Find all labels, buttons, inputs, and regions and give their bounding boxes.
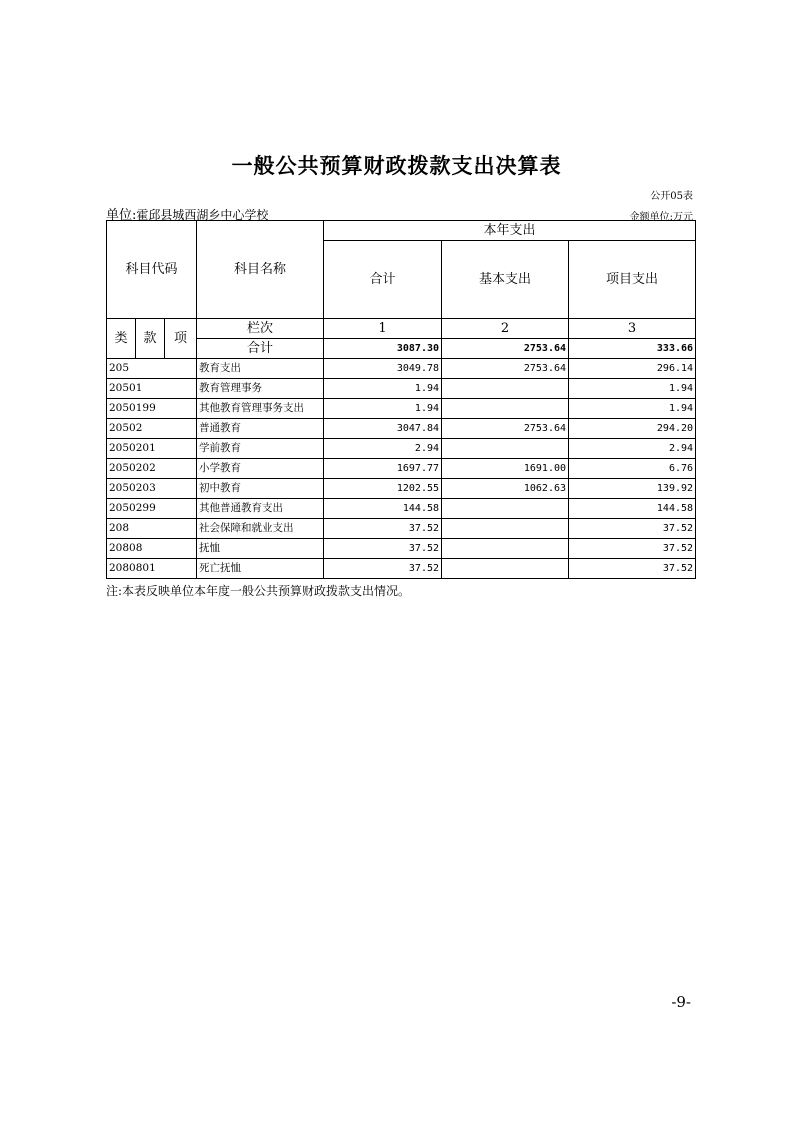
col-number-1: 1 bbox=[324, 319, 442, 339]
row-basic: 2753.64 bbox=[442, 359, 569, 379]
row-code: 2050203 bbox=[107, 479, 197, 499]
row-basic bbox=[442, 439, 569, 459]
header-total: 合计 bbox=[324, 241, 442, 319]
row-name: 普通教育 bbox=[197, 419, 324, 439]
row-basic: 1062.63 bbox=[442, 479, 569, 499]
row-total: 1202.55 bbox=[324, 479, 442, 499]
row-basic bbox=[442, 539, 569, 559]
row-basic bbox=[442, 399, 569, 419]
table-row bbox=[107, 519, 696, 539]
page-title: 一般公共预算财政拨款支出决算表 bbox=[231, 153, 562, 178]
table-row bbox=[107, 439, 696, 459]
row-basic bbox=[442, 499, 569, 519]
table-row bbox=[107, 479, 696, 499]
row-project: 1.94 bbox=[569, 379, 696, 399]
row-basic: 1691.00 bbox=[442, 459, 569, 479]
row-project: 37.52 bbox=[569, 539, 696, 559]
row-project: 2.94 bbox=[569, 439, 696, 459]
table-row bbox=[107, 459, 696, 479]
col-number-3: 3 bbox=[569, 319, 696, 339]
form-number: 公开05表 bbox=[650, 191, 693, 202]
row-code: 2050201 bbox=[107, 439, 197, 459]
row-name: 社会保障和就业支出 bbox=[197, 519, 324, 539]
row-name: 教育管理事务 bbox=[197, 379, 324, 399]
header-lei: 类 bbox=[107, 319, 136, 359]
header-name: 科目名称 bbox=[197, 221, 324, 319]
table-row bbox=[107, 539, 696, 559]
row-name: 死亡抚恤 bbox=[197, 559, 324, 579]
row-total: 37.52 bbox=[324, 559, 442, 579]
unit-name: 霍邱县城西湖乡中心学校 bbox=[136, 208, 269, 222]
row-code: 2050202 bbox=[107, 459, 197, 479]
row-name: 抚恤 bbox=[197, 539, 324, 559]
row-basic: 2753.64 bbox=[442, 419, 569, 439]
sum-basic: 2753.64 bbox=[442, 339, 569, 359]
table-row bbox=[107, 559, 696, 579]
header-group: 本年支出 bbox=[324, 221, 696, 241]
row-name: 其他教育管理事务支出 bbox=[197, 399, 324, 419]
row-name: 教育支出 bbox=[197, 359, 324, 379]
money-unit: 金额单位:万元 bbox=[629, 212, 693, 223]
row-basic bbox=[442, 379, 569, 399]
row-code: 2080801 bbox=[107, 559, 197, 579]
row-basic bbox=[442, 519, 569, 539]
header-lanci: 栏次 bbox=[197, 319, 324, 339]
page-number: -9- bbox=[671, 993, 691, 1011]
row-total: 37.52 bbox=[324, 539, 442, 559]
table-row bbox=[107, 359, 696, 379]
row-total: 144.58 bbox=[324, 499, 442, 519]
expenditure-table bbox=[106, 220, 696, 579]
row-total: 1.94 bbox=[324, 399, 442, 419]
row-project: 296.14 bbox=[569, 359, 696, 379]
row-code: 20501 bbox=[107, 379, 197, 399]
row-code: 20808 bbox=[107, 539, 197, 559]
row-total: 3047.84 bbox=[324, 419, 442, 439]
row-name: 其他普通教育支出 bbox=[197, 499, 324, 519]
row-code: 208 bbox=[107, 519, 197, 539]
sum-project: 333.66 bbox=[569, 339, 696, 359]
row-project: 144.58 bbox=[569, 499, 696, 519]
header-xiang: 项 bbox=[165, 319, 197, 359]
row-code: 2050299 bbox=[107, 499, 197, 519]
footnote: 注:本表反映单位本年度一般公共预算财政拨款支出情况。 bbox=[106, 584, 411, 598]
header-basic: 基本支出 bbox=[442, 241, 569, 319]
header-project: 项目支出 bbox=[569, 241, 696, 319]
row-project: 139.92 bbox=[569, 479, 696, 499]
row-code: 205 bbox=[107, 359, 197, 379]
row-project: 6.76 bbox=[569, 459, 696, 479]
row-project: 37.52 bbox=[569, 559, 696, 579]
table-row bbox=[107, 499, 696, 519]
row-total: 1.94 bbox=[324, 379, 442, 399]
row-project: 294.20 bbox=[569, 419, 696, 439]
col-number-2: 2 bbox=[442, 319, 569, 339]
row-total: 1697.77 bbox=[324, 459, 442, 479]
table-row bbox=[107, 419, 696, 439]
unit-label: 单位: bbox=[106, 208, 137, 223]
row-code: 20502 bbox=[107, 419, 197, 439]
row-name: 学前教育 bbox=[197, 439, 324, 459]
row-name: 初中教育 bbox=[197, 479, 324, 499]
header-kuan: 款 bbox=[136, 319, 165, 359]
row-name: 小学教育 bbox=[197, 459, 324, 479]
row-code: 2050199 bbox=[107, 399, 197, 419]
sum-label: 合计 bbox=[197, 339, 324, 359]
row-project: 37.52 bbox=[569, 519, 696, 539]
row-total: 2.94 bbox=[324, 439, 442, 459]
table-row bbox=[107, 379, 696, 399]
sum-total: 3087.30 bbox=[324, 339, 442, 359]
header-code: 科目代码 bbox=[107, 221, 197, 319]
row-total: 37.52 bbox=[324, 519, 442, 539]
row-total: 3049.78 bbox=[324, 359, 442, 379]
row-basic bbox=[442, 559, 569, 579]
table-row bbox=[107, 399, 696, 419]
row-project: 1.94 bbox=[569, 399, 696, 419]
